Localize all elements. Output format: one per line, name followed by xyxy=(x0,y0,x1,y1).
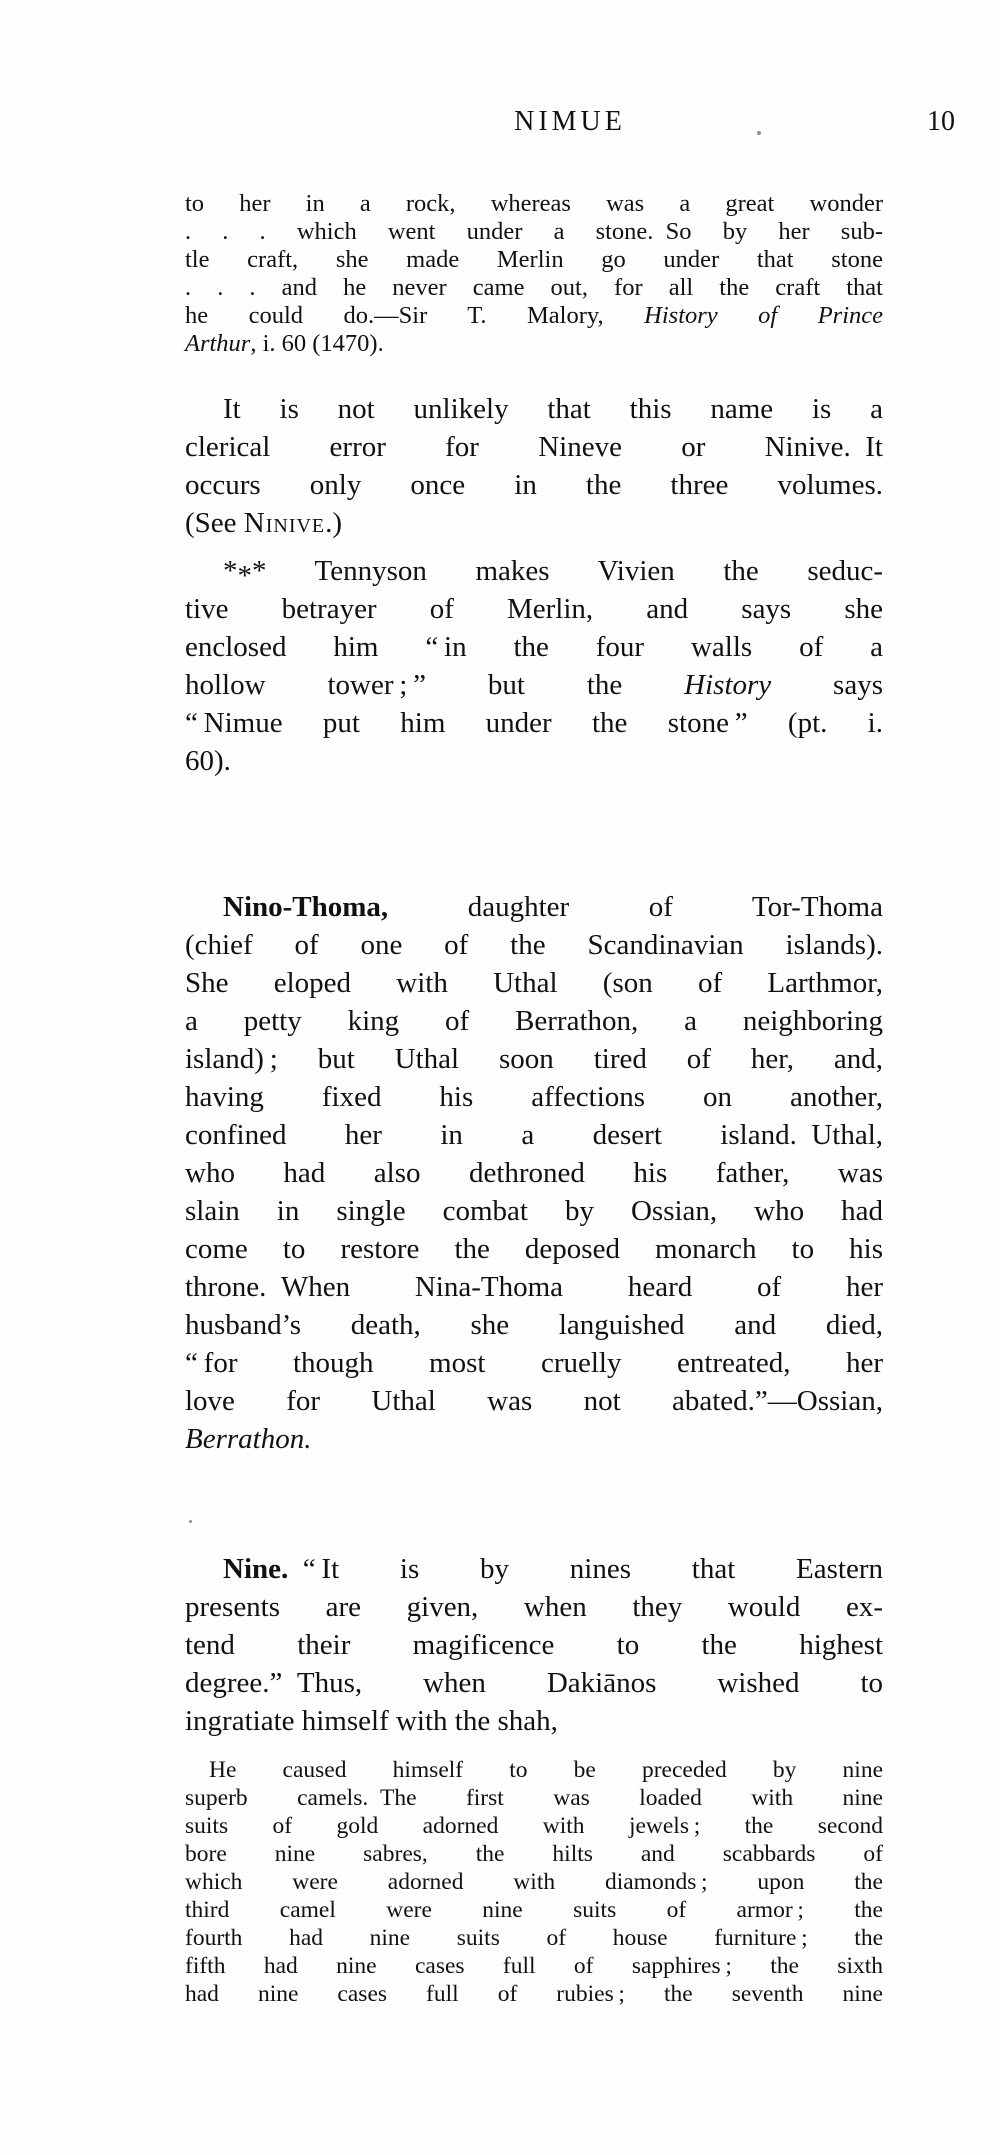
text-segment: Berrathon. xyxy=(185,1423,312,1455)
text-line xyxy=(185,274,883,302)
text-line xyxy=(185,1306,883,1344)
text-segment: * xyxy=(237,560,252,592)
text-line xyxy=(185,390,883,428)
text-segment: (chief of one of the Scandinavian islands). xyxy=(185,929,883,961)
text-segment: confined her in a desert island. Uthal, xyxy=(185,1119,883,1151)
paragraph xyxy=(185,190,883,358)
text-segment: clerical error for Nineve or Ninive. It xyxy=(185,431,883,463)
text-line xyxy=(185,742,883,780)
text-line xyxy=(185,1702,883,1740)
text-segment: third camel were nine suits of armor ; the xyxy=(185,1897,883,1923)
text-line xyxy=(185,246,883,274)
running-head xyxy=(185,106,955,148)
text-line xyxy=(185,1840,883,1868)
text-segment: occurs only once in the three volumes. xyxy=(185,469,883,501)
text-segment: It is not unlikely that this name is a xyxy=(223,393,883,425)
text-segment: throne. When Nina-Thoma heard of her xyxy=(185,1271,883,1303)
text-segment: which were adorned with diamonds ; upon the xyxy=(185,1869,883,1895)
text-line xyxy=(185,1924,883,1952)
text-line xyxy=(185,1588,883,1626)
text-segment: fourth had nine suits of house furniture ; the xyxy=(185,1925,883,1951)
text-line xyxy=(185,1784,883,1812)
text-segment: who had also dethroned his father, was xyxy=(185,1157,883,1189)
text-line xyxy=(185,1268,883,1306)
text-segment: island) ; but Uthal soon tired of her, and, xyxy=(185,1043,883,1075)
text-line xyxy=(185,1550,883,1588)
text-line xyxy=(185,466,883,504)
text-line xyxy=(185,1078,883,1116)
scan-artifact-dot xyxy=(189,1520,192,1523)
text-line xyxy=(185,330,883,358)
text-line xyxy=(185,1230,883,1268)
page-title: NIMUE xyxy=(514,106,626,137)
text-segment: daughter of Tor-Thoma xyxy=(388,891,883,923)
text-segment: Ninive xyxy=(243,507,326,539)
text-segment: come to restore the deposed monarch to his xyxy=(185,1233,883,1265)
text-line xyxy=(185,1664,883,1702)
text-segment: presents are given, when they would ex- xyxy=(185,1591,883,1623)
text-segment: he could do.—Sir T. Malory, xyxy=(185,302,645,329)
text-segment: had nine cases full of rubies ; the seventh nine xyxy=(185,1981,883,2007)
text-segment: hollow tower ; ” but the xyxy=(185,669,685,701)
text-line xyxy=(185,1952,883,1980)
text-segment: . . . and he never came out, for all the craft that xyxy=(185,274,883,301)
text-line xyxy=(185,1382,883,1420)
text-segment: suits of gold adorned with jewels ; the second xyxy=(185,1813,883,1839)
text-line xyxy=(185,552,883,590)
text-line xyxy=(185,1192,883,1230)
text-line xyxy=(185,1002,883,1040)
text-line xyxy=(185,1420,883,1458)
paragraph xyxy=(185,1756,883,2008)
text-line xyxy=(185,1154,883,1192)
text-line xyxy=(185,926,883,964)
paragraph xyxy=(185,1550,883,1740)
text-segment: (See xyxy=(185,507,244,539)
text-line xyxy=(185,964,883,1002)
text-line xyxy=(185,1756,883,1784)
text-line xyxy=(185,1980,883,2008)
text-segment: ingratiate himself with the shah, xyxy=(185,1705,558,1737)
paragraph xyxy=(185,390,883,542)
text-segment: “ Nimue put him under the stone ” (pt. i. xyxy=(185,707,883,739)
text-segment: slain in single combat by Ossian, who had xyxy=(185,1195,883,1227)
text-segment: * Tennyson makes Vivien the seduc- xyxy=(252,555,883,587)
text-segment: husband’s death, she languished and died, xyxy=(185,1309,883,1341)
text-line xyxy=(185,218,883,246)
text-line xyxy=(185,628,883,666)
text-segment: Nino-Thoma, xyxy=(223,891,389,923)
text-segment: , i. 60 (1470). xyxy=(250,330,384,357)
text-segment: having fixed his affections on another, xyxy=(185,1081,883,1113)
text-segment: tend their magificence to the highest xyxy=(185,1629,883,1661)
text-line xyxy=(185,190,883,218)
text-line xyxy=(185,704,883,742)
text-segment: says xyxy=(771,669,883,701)
text-segment: tive betrayer of Merlin, and says she xyxy=(185,593,883,625)
paragraph xyxy=(185,552,883,780)
text-segment: love for Uthal was not abated.”—Ossian, xyxy=(185,1385,883,1417)
text-line xyxy=(185,888,883,926)
text-segment: superb camels. The first was loaded with nine xyxy=(185,1785,883,1811)
text-segment: He caused himself to be preceded by nine xyxy=(209,1757,883,1783)
text-line xyxy=(185,1868,883,1896)
text-line xyxy=(185,666,883,704)
text-segment: bore nine sabres, the hilts and scabbards of xyxy=(185,1841,883,1867)
text-segment: .) xyxy=(325,507,343,539)
scan-artifact-dot xyxy=(757,131,761,135)
text-segment: “ for though most cruelly entreated, her xyxy=(185,1347,883,1379)
text-line xyxy=(185,504,883,542)
paragraph xyxy=(185,888,883,1458)
text-segment: * xyxy=(223,555,238,587)
text-segment: She eloped with Uthal (son of Larthmor, xyxy=(185,967,883,999)
text-segment: History of Prince xyxy=(644,302,883,329)
text-line xyxy=(185,1040,883,1078)
text-line xyxy=(185,1812,883,1840)
text-line xyxy=(185,1344,883,1382)
text-segment: . . . which went under a stone. So by her sub- xyxy=(185,218,883,245)
text-line xyxy=(185,1116,883,1154)
text-line xyxy=(185,302,883,330)
text-segment: to her in a rock, whereas was a great wonder xyxy=(185,190,883,217)
text-line xyxy=(185,590,883,628)
text-segment: Arthur xyxy=(185,330,251,357)
text-segment: History xyxy=(684,669,772,701)
text-segment: tle craft, she made Merlin go under that stone xyxy=(185,246,883,273)
text-line xyxy=(185,1896,883,1924)
text-segment: degree.” Thus, when Dakiānos wished to xyxy=(185,1667,883,1699)
text-segment: enclosed him “ in the four walls of a xyxy=(185,631,883,663)
text-line xyxy=(185,1626,883,1664)
text-segment: fifth had nine cases full of sapphires ; the sixth xyxy=(185,1953,883,1979)
text-column xyxy=(185,190,883,2008)
text-segment: a petty king of Berrathon, a neighboring xyxy=(185,1005,883,1037)
text-line xyxy=(185,428,883,466)
text-segment: “ It is by nines that Eastern xyxy=(288,1553,883,1585)
page-number: 10 xyxy=(927,106,955,137)
text-segment: Nine. xyxy=(223,1553,289,1585)
text-segment: 60). xyxy=(185,745,231,777)
